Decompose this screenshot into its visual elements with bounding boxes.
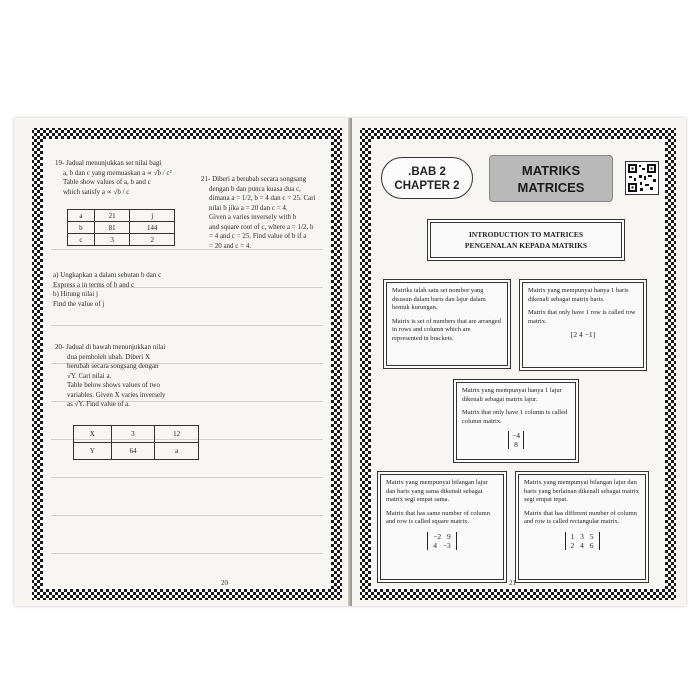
qr-code-icon [625, 161, 659, 195]
chapter-badge-ms: .BAB 2 [408, 166, 446, 178]
q21-line: Given a varies inversely with b [209, 213, 297, 221]
right-page-content [371, 139, 665, 589]
matrix-entry: −3 [442, 540, 451, 550]
table-cell: 3 [94, 234, 130, 246]
column-matrix-box [453, 379, 579, 463]
q19-line: Table show values of a, b and c [63, 178, 151, 186]
square-matrix-en: Matrix that has same number of column and row is called square matrix. [386, 509, 490, 525]
chapter-title [489, 155, 613, 202]
square-matrix-box [377, 471, 507, 583]
table-cell: 12 [155, 426, 199, 443]
matrix-row [569, 541, 596, 550]
table-cell: 81 [94, 222, 130, 234]
q19-table [67, 209, 175, 246]
intro-heading-en: INTRODUCTION TO MATRICES [468, 230, 584, 239]
right-page [352, 118, 686, 606]
table-cell: 64 [111, 443, 155, 460]
q20-line: dua pemboleh ubah. Diberi X [67, 352, 151, 361]
q21-line: and square root of c, where a = 1/2, b [209, 222, 314, 231]
matrix-entry: 8 [514, 440, 518, 449]
table-cell: a [68, 210, 95, 222]
table-cell: 2 [130, 234, 175, 246]
q19-line: which satisfy a ∝ √b / c [63, 187, 130, 196]
definition-en: Matrix is set of numbers that are arranged in rows and column which are represented in brackets. [392, 317, 501, 342]
intro-heading [427, 219, 625, 261]
q19-parts [53, 271, 193, 309]
rect-matrix-ms: Matrix yang mempunyai bilangan lajur dan baris yang berlainan dikenali sebagai matrix segi empat tepat. [524, 479, 639, 503]
chapter-title-ms: MATRIKS [521, 163, 581, 178]
q19-part: Find the value of j [53, 299, 105, 308]
table-cell: c [68, 234, 95, 246]
left-page [14, 118, 352, 606]
q21-line: = 20 and c = 4. [209, 241, 252, 250]
q21-line: dimana a = 1/2, b = 4 dan c = 25. Cari [209, 194, 316, 202]
page-number-right: 21 [509, 579, 516, 587]
matrix-entry: −2 [433, 531, 442, 541]
row-matrix-box [519, 279, 647, 371]
column-matrix-ms: Matrix yang mempunyai hanya 1 lajur dikenali sebagai matrix lajur. [462, 387, 562, 403]
table-cell: Y [74, 443, 112, 460]
question-19 [55, 159, 195, 197]
q20-line: variables. Given X varies inversely [67, 390, 166, 399]
open-book [14, 118, 686, 606]
matrix-entry: 4 [580, 540, 584, 550]
question-21 [201, 175, 331, 251]
q20-table [73, 425, 199, 460]
q19-part: b) Hitung nilai j [53, 290, 98, 298]
matrix-row [431, 541, 453, 550]
q20-line: √Y. Cari nilai a. [67, 371, 112, 380]
matrix-bracket [508, 431, 524, 449]
q19-line: a, b dan c yang memuaskan a ∝ √b / c² [63, 168, 172, 177]
table-cell: 21 [94, 210, 130, 222]
column-matrix-example [462, 431, 570, 449]
row-matrix-en: Matrix that only have 1 row is called row matrix. [528, 309, 636, 325]
table-cell: X [74, 426, 112, 443]
square-matrix-ms: Matrix yang mempunyai bilangan lajur dan baris yang sama dikenali sebagai matrix segi empat sama. [386, 479, 488, 503]
q20-line: as √Y. Find value of a. [67, 400, 131, 408]
matrix-row [569, 532, 596, 541]
chapter-title-en: MATRICES [517, 180, 585, 195]
row-matrix-ms: Matrix yang mempunyai hanya 1 baris dikenali sebagai matrix baris. [528, 287, 629, 303]
page-number-left: 20 [221, 579, 228, 587]
definition-box [383, 279, 511, 369]
q21-line: nilai b jika a = 20 dan c = 4. [209, 203, 288, 212]
row-matrix-example: [2 4 −1] [570, 330, 596, 339]
checkered-border-left [32, 128, 342, 600]
rect-matrix-example [524, 532, 640, 550]
table-row [74, 426, 199, 443]
q21-line: 21- Diberi a berubah secara songsang [201, 175, 307, 183]
q20-line: berubah secara songsang dengan [67, 362, 159, 370]
table-cell: 3 [111, 426, 155, 443]
table-row [68, 222, 175, 234]
matrix-entry: 1 [570, 531, 575, 541]
chapter-badge-en: CHAPTER 2 [394, 180, 460, 192]
table-row [68, 234, 175, 246]
table-cell: 144 [130, 222, 175, 234]
matrix-entry: 9 [447, 531, 451, 541]
table-cell: a [155, 443, 199, 460]
q21-line: = 4 and c = 25. Find value of b if a [209, 232, 307, 240]
checkered-border-right [360, 128, 676, 600]
q20-line: 20- Jadual di bawah menunjukkan nilai [55, 343, 166, 351]
q20-line: Table below shows values of two [67, 381, 161, 389]
matrix-bracket [565, 532, 600, 550]
chapter-badge [381, 157, 473, 199]
matrix-entry: 5 [589, 531, 594, 541]
matrix-entry: −4 [512, 431, 520, 440]
matrix-entry: 2 [570, 540, 575, 550]
rectangular-matrix-box [515, 471, 649, 583]
q19-line: 19- Jadual menunjukkan set nilai bagi [55, 159, 162, 167]
question-20 [55, 343, 201, 410]
matrix-row [431, 532, 453, 541]
table-row [68, 210, 175, 222]
table-row [74, 443, 199, 460]
q19-part: Express a in terms of b and c [53, 280, 135, 289]
rect-matrix-en: Matrix that has different number of column and row is called rectangular matrix. [524, 509, 637, 525]
matrix-entry: 6 [589, 540, 594, 550]
table-cell: b [68, 222, 95, 234]
q19-part: a) Ungkapkan a dalam sebutan b dan c [53, 271, 162, 279]
definition-ms: Matriks ialah satu set nombor yang disusun dalam baris dan lajur dalam bentuk kurungan. [392, 287, 486, 311]
table-cell: j [130, 210, 175, 222]
column-matrix-en: Matrix that only have 1 column is called column matrix. [462, 409, 568, 425]
matrix-entry: 4 [433, 540, 437, 550]
square-matrix-example [386, 532, 498, 550]
q21-line: dengan b dan punca kuasa dua c, [209, 184, 301, 193]
matrix-entry: 3 [580, 531, 584, 541]
left-page-content [43, 139, 331, 589]
intro-heading-ms: PENGENALAN KEPADA MATRIKS [464, 241, 588, 250]
matrix-bracket [427, 532, 457, 550]
